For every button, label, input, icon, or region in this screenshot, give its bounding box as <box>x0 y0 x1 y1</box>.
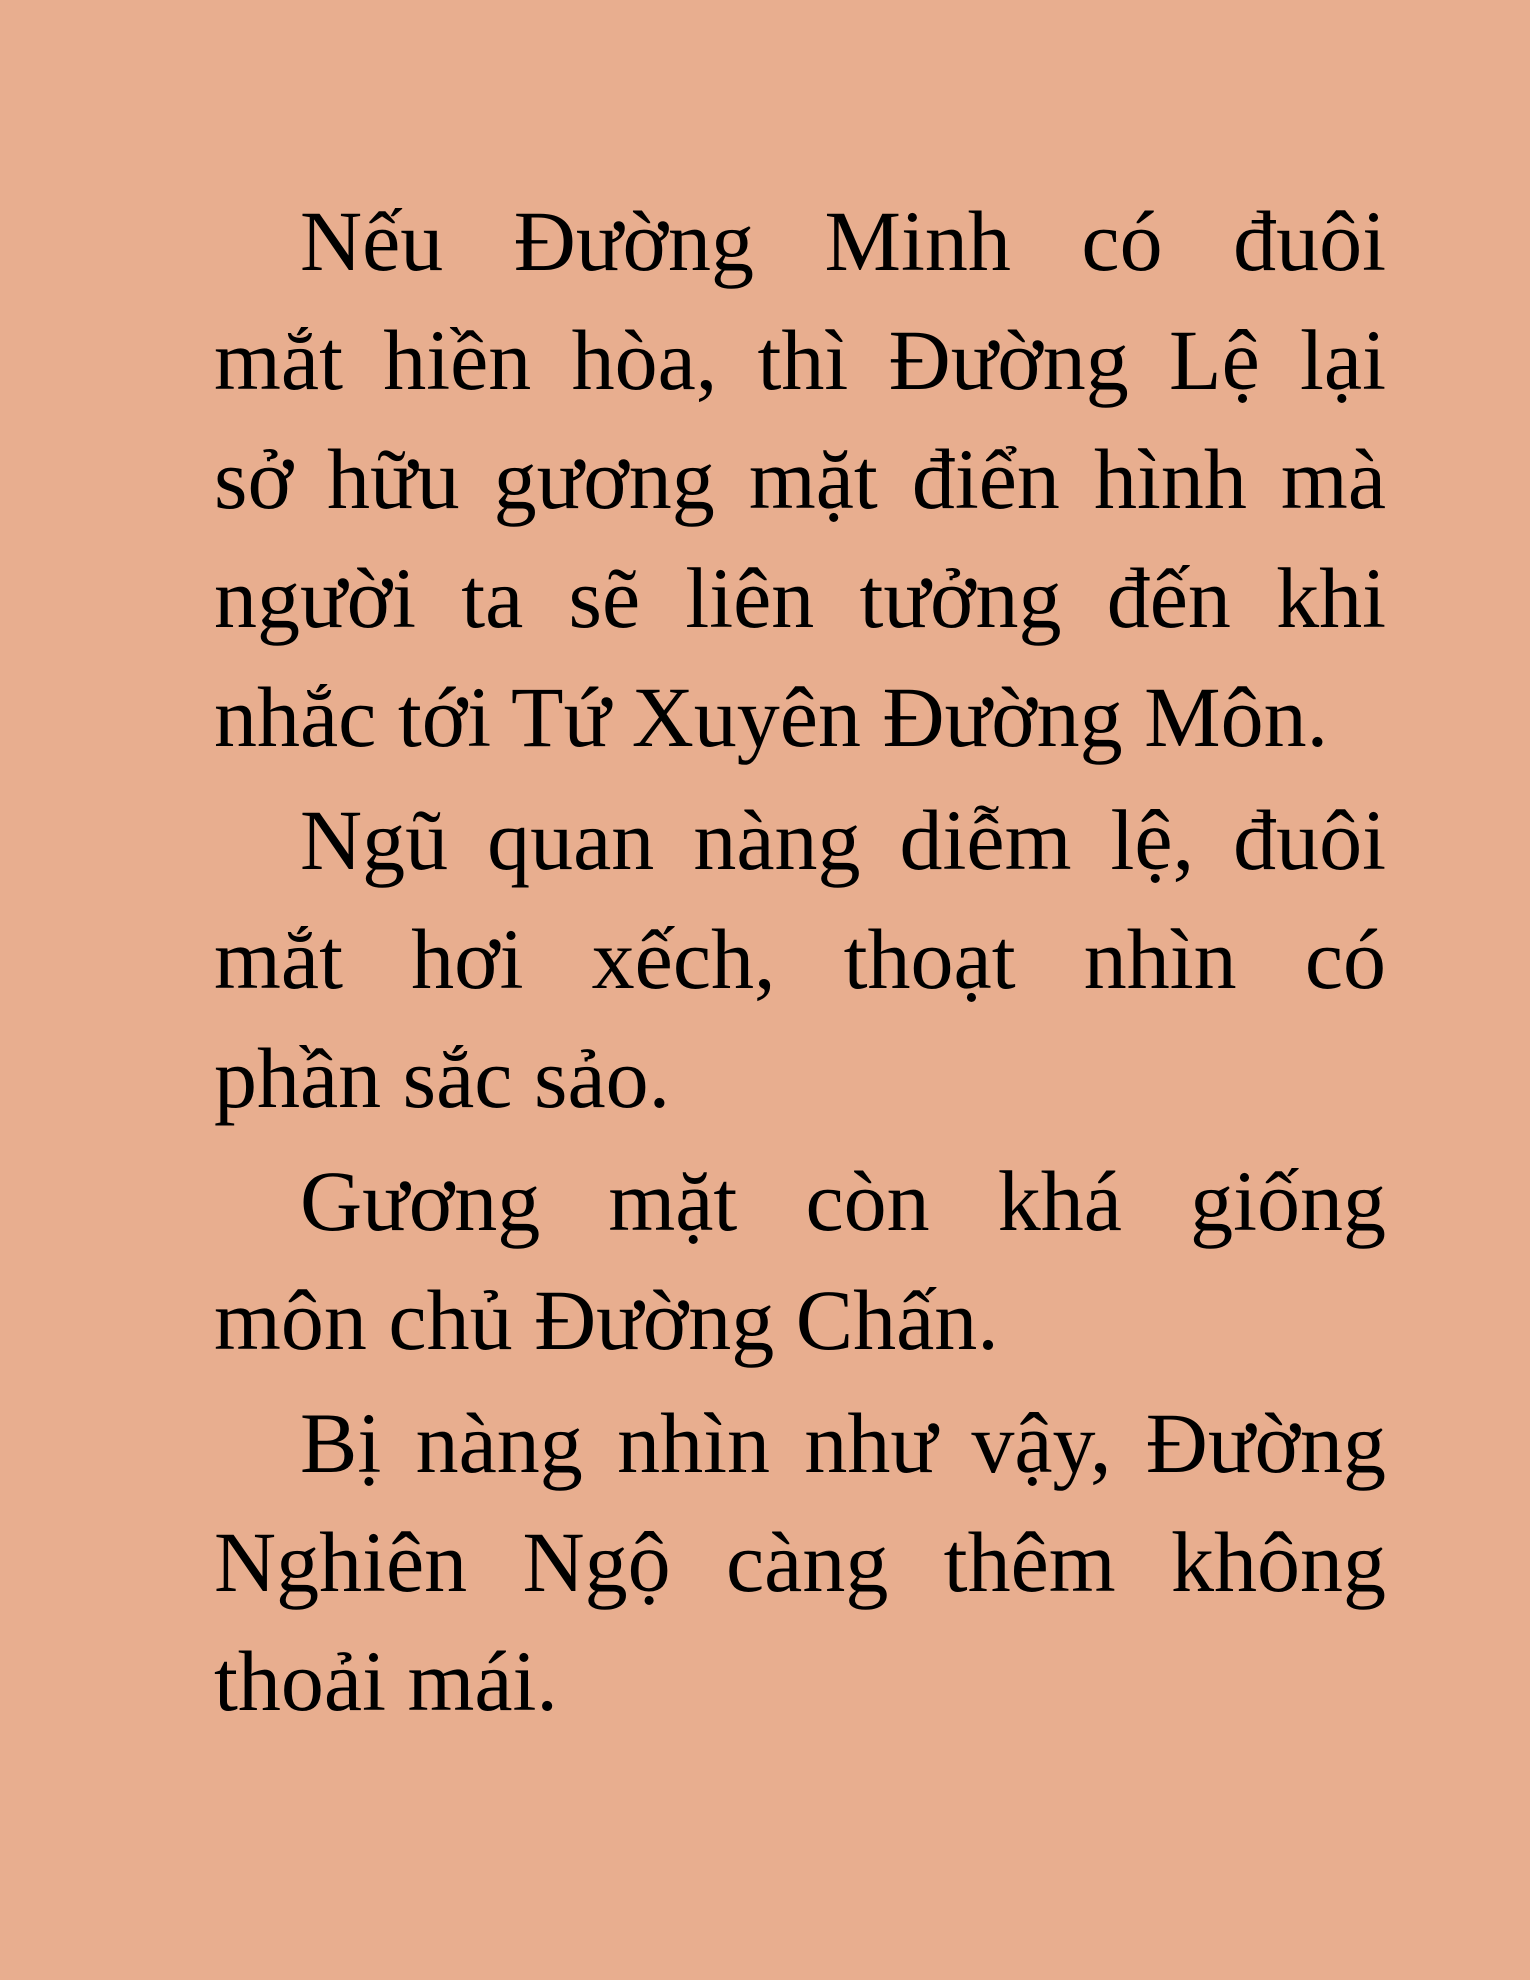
text-line: môn chủ Đường Chấn. <box>214 1272 999 1368</box>
paragraph <box>214 1142 1386 1380</box>
text-line: Nghiên Ngộ càng thêm không <box>214 1514 1386 1610</box>
text-line: mắt hơi xếch, thoạt nhìn có <box>214 911 1386 1007</box>
paragraph <box>214 781 1386 1138</box>
page-text <box>214 182 1386 1745</box>
text-line: nhắc tới Tứ Xuyên Đường Môn. <box>214 669 1329 765</box>
text-line: Ngũ quan nàng diễm lệ, đuôi <box>300 792 1386 888</box>
text-line: Bị nàng nhìn như vậy, Đường <box>300 1395 1386 1491</box>
text-line: người ta sẽ liên tưởng đến khi <box>214 550 1386 646</box>
text-line: Gương mặt còn khá giống <box>300 1153 1386 1249</box>
text-line: sở hữu gương mặt điển hình mà <box>214 431 1386 527</box>
text-line: thoải mái. <box>214 1633 558 1729</box>
text-line: phần sắc sảo. <box>214 1030 671 1126</box>
text-line: Nếu Đường Minh có đuôi <box>300 193 1386 289</box>
paragraph <box>214 1384 1386 1741</box>
paragraph <box>214 182 1386 777</box>
text-line: mắt hiền hòa, thì Đường Lệ lại <box>214 312 1386 408</box>
